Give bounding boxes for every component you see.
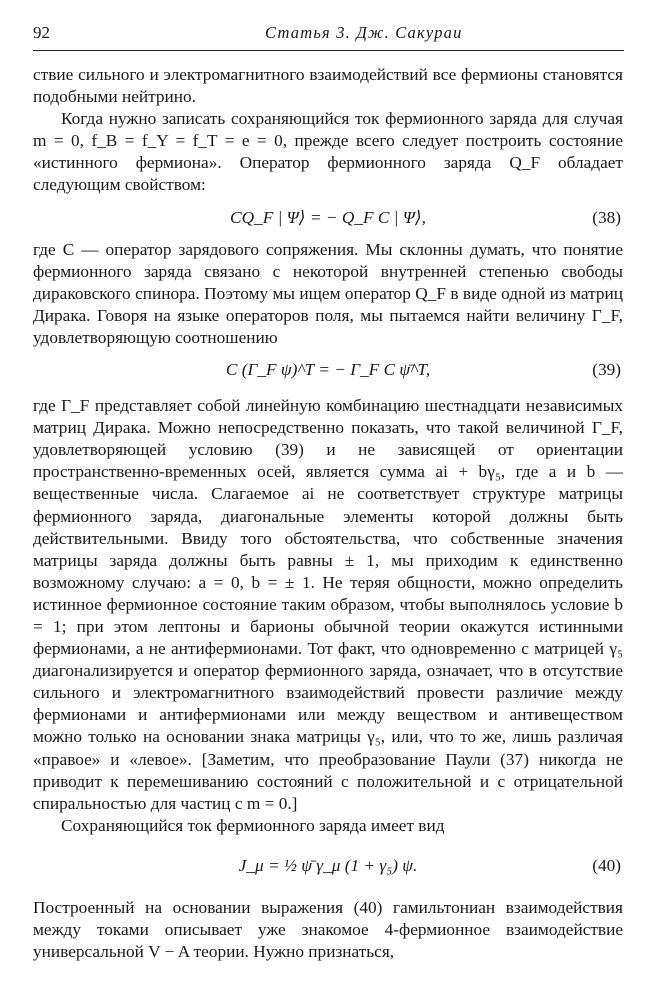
equation-number: (39) xyxy=(592,360,621,380)
equation-formula: CQ_F | Ψ⟩ = − Q_F C | Ψ⟩, xyxy=(230,207,426,227)
paragraph: Сохраняющийся ток фермионного заряда имеет вид xyxy=(61,815,445,835)
paragraph: Когда нужно записать сохраняющийся ток фермионного заряда для случая m = 0, f_B = f_Y = f_T = e = 0, прежде всего следует построить состояние «истинного фермиона». Оператор фермионного заряда Q_F обладает следующим свойством: xyxy=(33,109,623,195)
equation-formula: C (Γ_F ψ)^T = − Γ_F C ψ̄^T, xyxy=(225,360,431,380)
equation-38 xyxy=(33,197,623,239)
page-header xyxy=(33,22,624,51)
equation-number: (38) xyxy=(592,207,621,227)
page-number: 92 xyxy=(33,23,50,42)
paragraph: ствие сильного и электромагнитного взаимодействий все фермионы становятся подобными нейтрино. xyxy=(33,65,623,107)
paragraph: где Γ_F представляет собой линейную комбинацию шестнадцати независимых матриц Дирака. Можно непосредственно показать, что такой величиной Γ_F, удовлетворяющей условию (39) и не зависящей от ориентации пространственно-временных осей, является сумма ai + bγ₅, где a и b — вещественные числа. Слагаемое ai не соответствует структуре матрицы фермионного заряда, диагональные элементы которой должны быть действительными. Ввиду того обстоятельства, что собственные значения матрицы заряда должны быть равны ± 1, мы приходим к единственно возможному случаю: a = 0, b = ± 1. Не теряя общности, можно определить истинное фермионное состояние таким образом, чтобы выполнялось условие b = 1; при этом лептоны и барионы обычной теории окажутся истинными фермионами, а не антифермионами. Тот факт, что одновременно с матрицей γ₅ диагонализируется и оператор фермионного заряда, означает, что в отсутствие сильного и электромагнитного взаимодействий провести различие между фермионами и антифермионами или между веществом и антивеществом можно только на основании знака матрицы γ₅, или, что то же, лишь различая «правое» и «левое». [Заметим, что преобразование Паули (37) никогда не приводит к перемешиванию состояний с положительной и с отрицательной спиральностью для частиц с m = 0.] xyxy=(33,396,623,813)
equation-formula: J_μ = ½ ψ̄ γ_μ (1 + γ₅) ψ. xyxy=(238,855,418,875)
article-body xyxy=(33,64,623,963)
paragraph: Построенный на основании выражения (40) гамильтониан взаимодействия между токами описывает уже знакомое 4-фермионное взаимодействие универсальной V − A теории. Нужно признаться, xyxy=(33,897,623,962)
running-title: Статья 3. Дж. Сакураи xyxy=(265,23,463,42)
equation-40 xyxy=(33,837,623,897)
paragraph: где C — оператор зарядового сопряжения. Мы склонны думать, что понятие фермионного заряда связано с некоторой внутренней степенью свободы дираковского спинора. Поэтому мы ищем оператор Q_F в виде одной из матриц Дирака. Говоря на языке операторов поля, мы пытаемся найти величину Γ_F, удовлетворяющую соотношению xyxy=(33,239,623,347)
equation-39 xyxy=(33,349,623,395)
equation-number: (40) xyxy=(592,855,621,875)
